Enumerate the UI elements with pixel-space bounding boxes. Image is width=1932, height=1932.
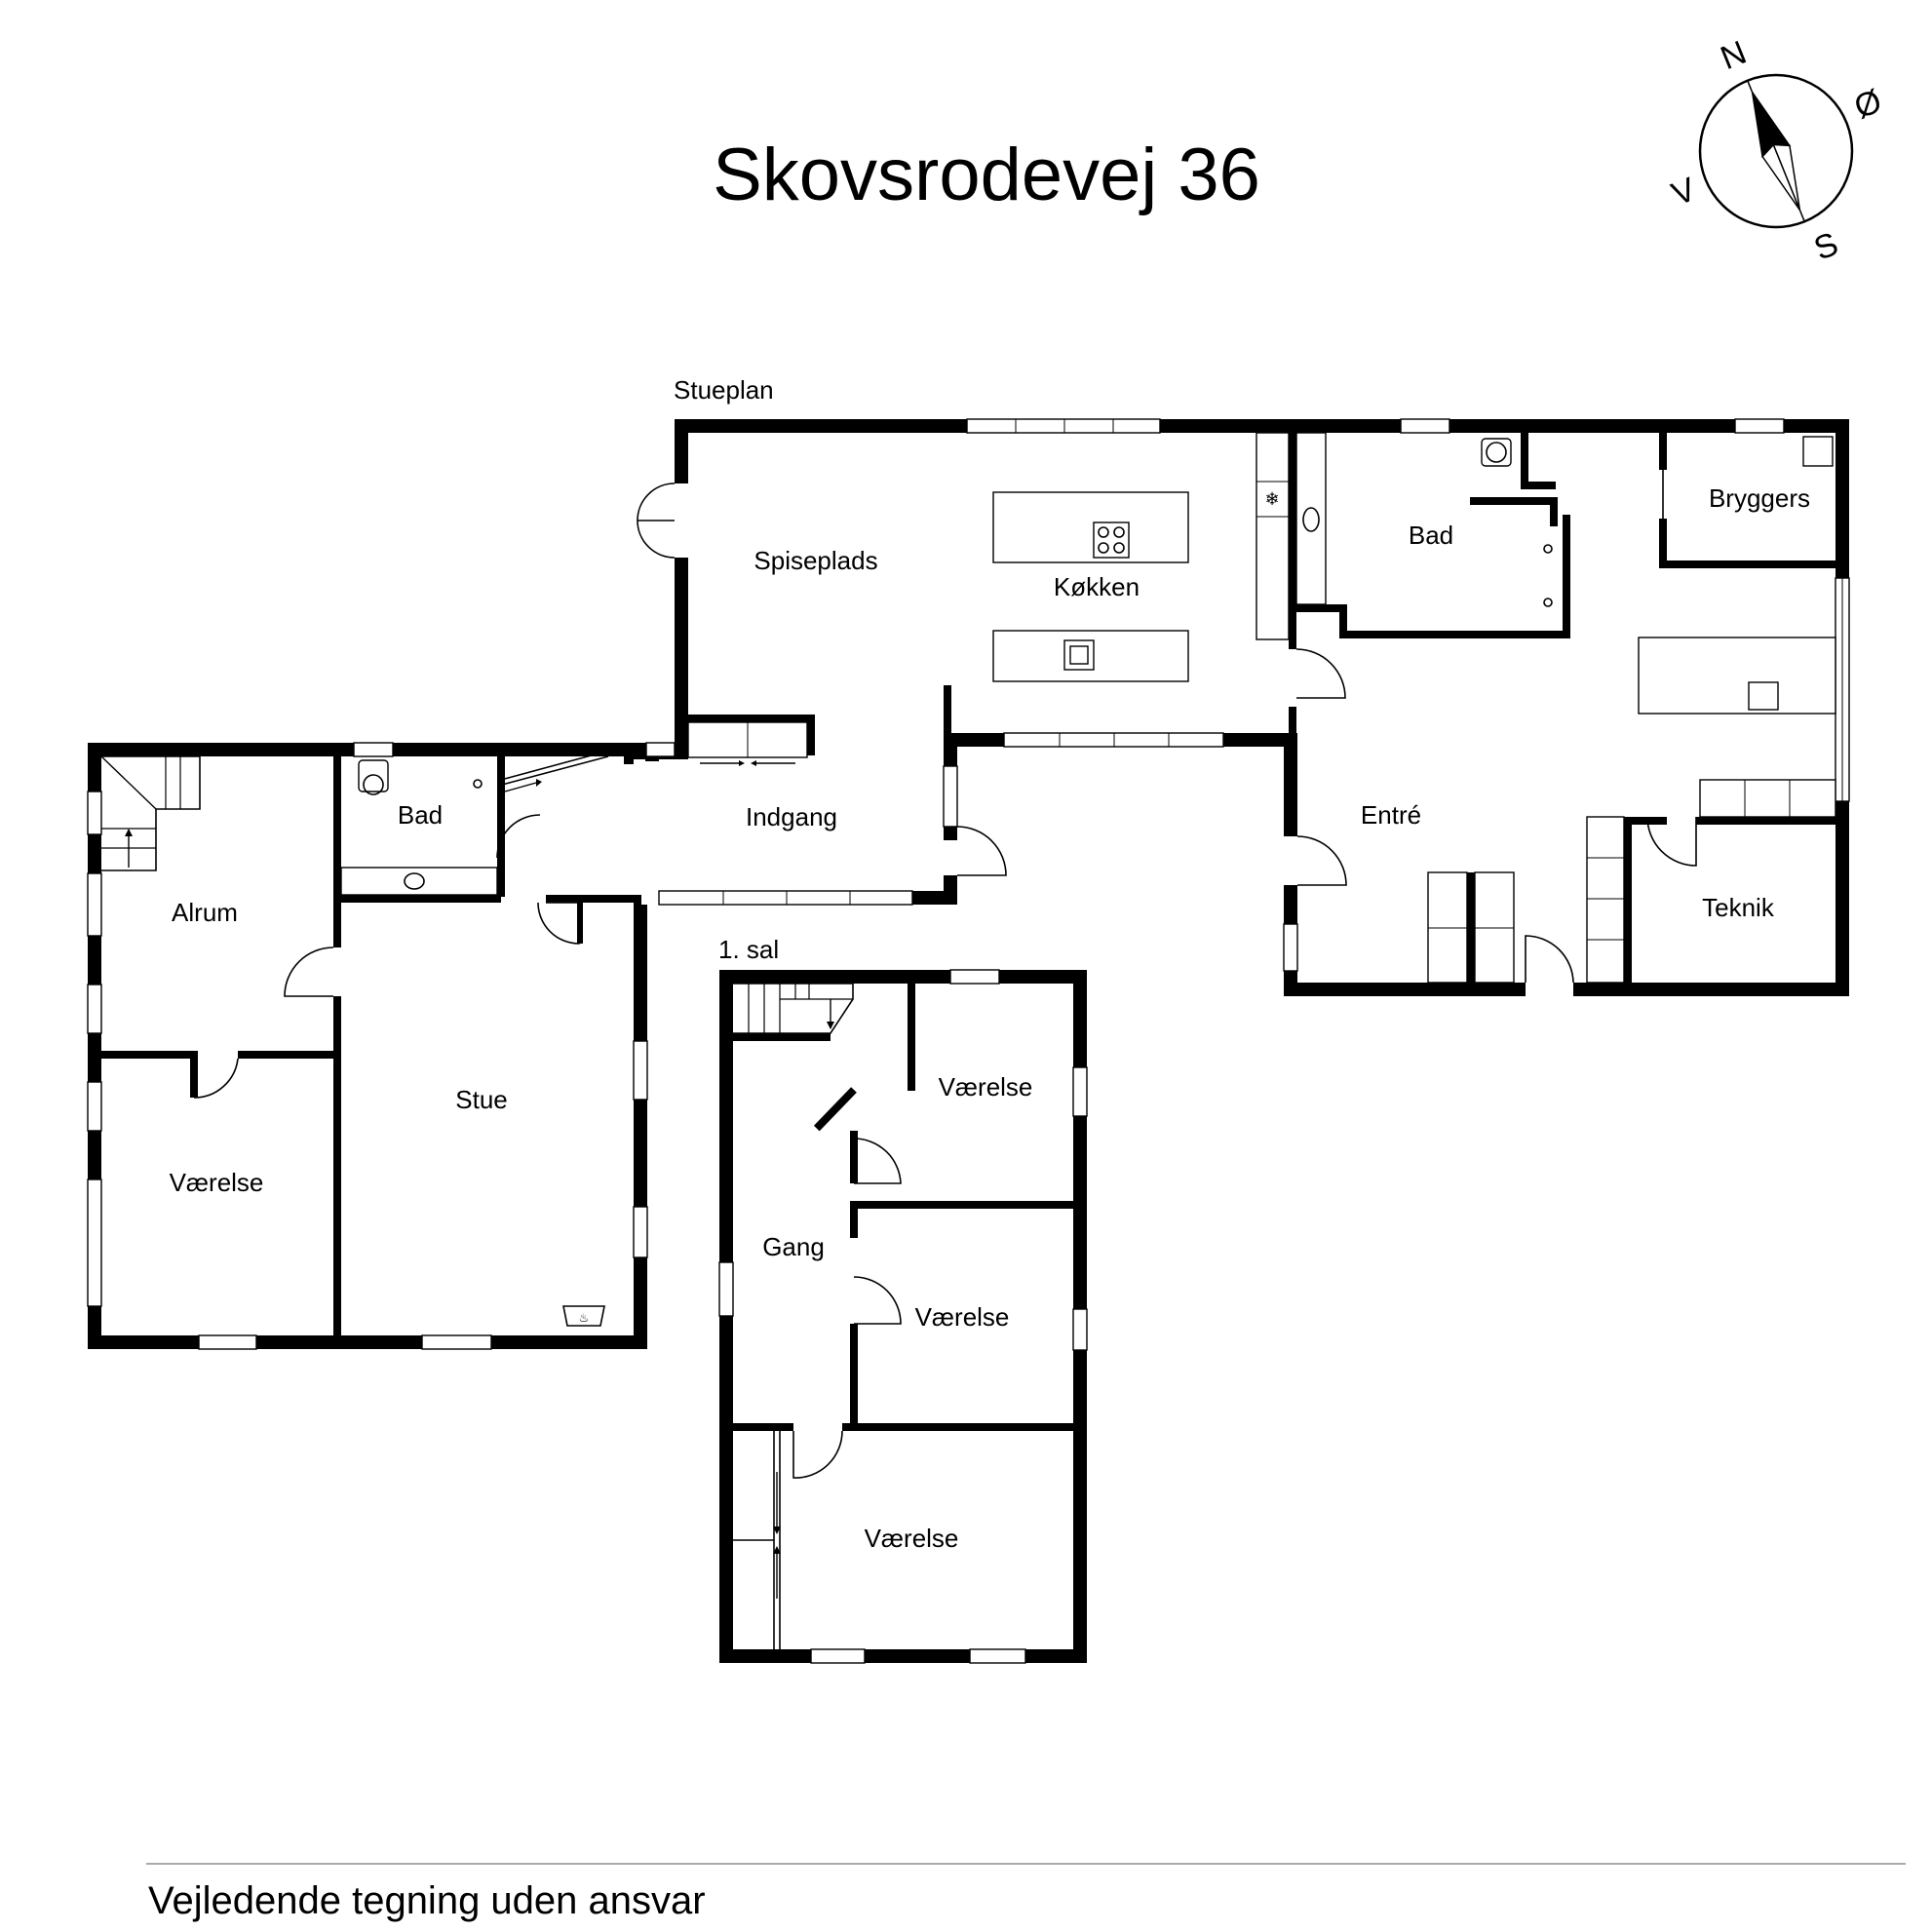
kitchen-wall-counter	[1256, 433, 1289, 639]
room-label-vaerelse-west: Værelse	[169, 1168, 264, 1197]
compass-north-label: N	[1715, 33, 1752, 78]
room-label-gang: Gang	[762, 1232, 825, 1261]
windows	[88, 419, 1849, 1663]
room-label-bad-east: Bad	[1408, 521, 1454, 550]
shower-icon-west	[474, 780, 482, 788]
room-label-spiseplads: Spiseplads	[753, 546, 878, 575]
room-label-vaerelse-3: Værelse	[864, 1524, 959, 1553]
compass-west-label: V	[1666, 171, 1702, 213]
cooktop-icon	[1094, 522, 1129, 558]
floor-label-stueplan: Stueplan	[674, 375, 774, 405]
entre-counter	[1639, 638, 1835, 714]
kitchen-island	[993, 492, 1188, 562]
west-block-walls	[88, 743, 647, 1349]
compass-needle-icon	[1734, 75, 1818, 227]
compass-rose	[1667, 34, 1887, 268]
footer-disclaimer: Vejledende tegning uden ansvar	[148, 1879, 706, 1922]
room-label-bryggers: Bryggers	[1708, 483, 1811, 513]
compass-east-label: Ø	[1848, 82, 1887, 127]
shower-icon	[1544, 545, 1552, 553]
compass-south-label: S	[1808, 225, 1844, 268]
room-label-entre: Entré	[1360, 800, 1422, 830]
room-label-kokken: Køkken	[1053, 572, 1140, 601]
svg-text:♨: ♨	[578, 1311, 590, 1325]
entre-sink-icon	[1749, 682, 1778, 710]
room-label-alrum: Alrum	[172, 898, 238, 927]
room-label-indgang: Indgang	[746, 802, 837, 831]
stair-up-arrow-icon	[125, 829, 133, 836]
staircase-first-floor	[733, 984, 853, 1033]
room-labels	[170, 483, 1810, 1553]
room-label-stue: Stue	[455, 1085, 508, 1114]
room-label-teknik: Teknik	[1702, 893, 1774, 922]
floor-label-first-floor: 1. sal	[718, 935, 780, 964]
staircase	[101, 756, 200, 870]
fixtures	[101, 433, 1835, 1649]
page-title: Skovsrodevej 36	[713, 134, 1260, 216]
room-label-vaerelse-1: Værelse	[938, 1072, 1033, 1101]
shower-icon-2	[1544, 599, 1552, 606]
room-label-bad-west: Bad	[397, 800, 444, 830]
fridge-snowflake-icon: ❄	[1264, 489, 1280, 509]
room-label-vaerelse-2: Værelse	[914, 1302, 1010, 1332]
utility-sink-icon	[1803, 437, 1833, 466]
